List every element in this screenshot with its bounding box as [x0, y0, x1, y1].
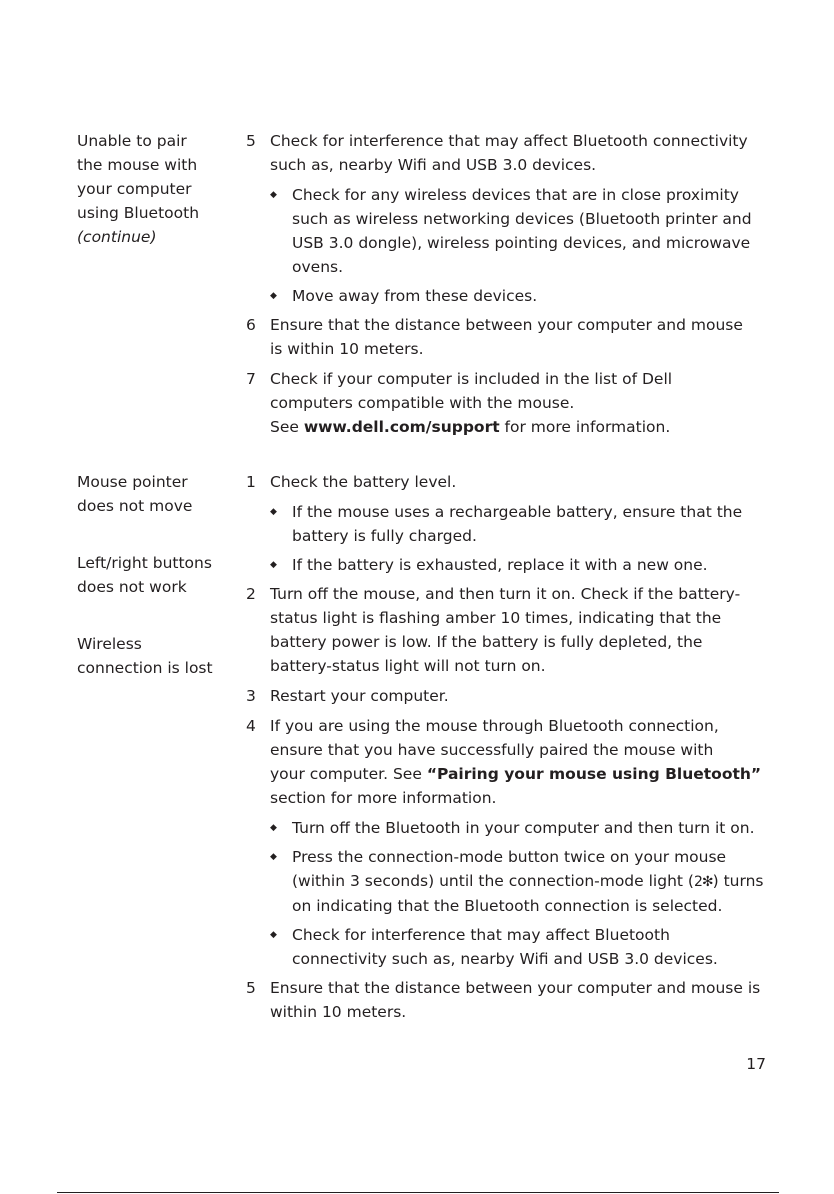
problem-buttons-not-working	[77, 551, 237, 599]
step-line: battery power is low. If the battery is fully depleted, the	[270, 633, 703, 651]
problem-wireless-lost	[77, 632, 237, 680]
step-line: If you are using the mouse through Bluetooth connection,	[270, 717, 719, 735]
bullet-line: Press the connection-mode button twice on your mouse	[292, 848, 727, 866]
solution-step-7	[246, 367, 776, 439]
problem-line: Unable to pair	[77, 132, 187, 150]
problem-line: Mouse pointer	[77, 473, 188, 491]
problem-line: does not move	[77, 497, 193, 515]
bullet-line: Check for any wireless devices that are in close proximity	[292, 186, 739, 204]
page-number: 17	[746, 1055, 766, 1073]
step-number: 5	[246, 979, 256, 997]
step-line: Turn off the mouse, and then turn it on. Check if the battery-	[270, 585, 741, 603]
step-text	[270, 129, 776, 177]
solution-step-3	[246, 684, 776, 708]
problem-line: Left/right buttons	[77, 554, 212, 572]
step-line: battery-status light will not turn on.	[270, 657, 546, 675]
pairing-section-reference: “Pairing your mouse using Bluetooth”	[426, 765, 762, 783]
step-line	[270, 762, 776, 786]
step-number: 5	[246, 132, 256, 150]
step-number: 2	[246, 585, 256, 603]
problem-unable-to-pair	[77, 129, 237, 249]
step-line: within 10 meters.	[270, 1003, 407, 1021]
see-prefix: your computer. See	[270, 765, 427, 783]
footer-divider	[57, 1192, 779, 1193]
step-line: computers compatible with the mouse.	[270, 394, 575, 412]
problem-line: your computer	[77, 180, 192, 198]
step-line: such as, nearby Wifi and USB 3.0 devices.	[270, 156, 597, 174]
bullet-line: ovens.	[292, 258, 344, 276]
bullet-line: Check for interference that may affect Bluetooth	[292, 926, 670, 944]
bullet-item	[246, 845, 776, 918]
step-line: is within 10 meters.	[270, 340, 424, 358]
support-link[interactable]: www.dell.com/support	[303, 418, 500, 436]
problem-line: connection is lost	[77, 659, 213, 677]
step-text	[270, 313, 776, 361]
bullet-line: USB 3.0 dongle), wireless pointing devices, and microwave	[292, 234, 751, 252]
bullet-text: (within 3 seconds) until the connection-mode light (	[292, 872, 694, 890]
diamond-bullet-icon: ◆	[270, 190, 277, 200]
bullet-line: If the battery is exhausted, replace it with a new one.	[292, 556, 708, 574]
step-line: Restart your computer.	[270, 687, 449, 705]
solution-step-6	[246, 313, 776, 361]
step-number: 3	[246, 687, 256, 705]
bullet-line: battery is fully charged.	[292, 527, 477, 545]
step-line: Check for interference that may affect Bluetooth connectivity	[270, 132, 748, 150]
bullet-item	[246, 500, 776, 548]
bullet-item	[246, 553, 776, 577]
solution-step-1	[246, 470, 776, 494]
diamond-bullet-icon: ◆	[270, 560, 277, 570]
bluetooth-connection-light-icon: 2✻	[693, 874, 713, 890]
diamond-bullet-icon: ◆	[270, 823, 277, 833]
step-line: section for more information.	[270, 789, 497, 807]
step-line: status light is flashing amber 10 times, indicating that the	[270, 609, 722, 627]
step-line: ensure that you have successfully paired the mouse with	[270, 741, 714, 759]
step-line	[270, 415, 776, 439]
step-line: Check if your computer is included in the list of Dell	[270, 370, 673, 388]
problem-continue-note: (continue)	[77, 228, 157, 246]
solution-step-4	[246, 714, 776, 810]
bullet-item	[246, 923, 776, 971]
solution-step-5	[246, 129, 776, 177]
diamond-bullet-icon: ◆	[270, 291, 277, 301]
bullet-item	[246, 183, 776, 279]
bullet-line: on indicating that the Bluetooth connection is selected.	[292, 897, 723, 915]
problem-pointer-not-moving	[77, 470, 237, 518]
problem-line: Wireless	[77, 635, 142, 653]
problem-column	[77, 470, 237, 713]
bullet-item	[246, 284, 776, 308]
step-number: 6	[246, 316, 256, 334]
solution-step-2	[246, 582, 776, 678]
bullet-line: Move away from these devices.	[292, 287, 538, 305]
step-line: Check the battery level.	[270, 473, 457, 491]
step-text	[270, 684, 776, 708]
diamond-bullet-icon: ◆	[270, 507, 277, 517]
solution-step-5	[246, 976, 776, 1024]
see-prefix: See	[270, 418, 304, 436]
bullet-text: ) turns	[712, 872, 764, 890]
step-text	[270, 470, 776, 494]
solution-column	[246, 470, 776, 1030]
diamond-bullet-icon: ◆	[270, 852, 277, 862]
problem-line: does not work	[77, 578, 187, 596]
step-text	[270, 367, 776, 439]
bullet-line: Turn off the Bluetooth in your computer and then turn it on.	[292, 819, 755, 837]
bullet-item	[246, 816, 776, 840]
step-number: 4	[246, 717, 256, 735]
step-number: 1	[246, 473, 256, 491]
diamond-bullet-icon: ◆	[270, 930, 277, 940]
step-text	[270, 714, 776, 810]
problem-column	[77, 129, 237, 282]
step-text	[270, 976, 776, 1024]
solution-column	[246, 129, 776, 445]
step-line: Ensure that the distance between your computer and mouse	[270, 316, 743, 334]
see-suffix: for more information.	[499, 418, 671, 436]
bullet-line: such as wireless networking devices (Bluetooth printer and	[292, 210, 752, 228]
step-text	[270, 582, 776, 678]
bullet-line	[292, 869, 776, 894]
bullet-line: connectivity such as, nearby Wifi and USB 3.0 devices.	[292, 950, 718, 968]
bullet-line: If the mouse uses a rechargeable battery, ensure that the	[292, 503, 743, 521]
step-number: 7	[246, 370, 256, 388]
step-line: Ensure that the distance between your computer and mouse is	[270, 979, 761, 997]
problem-line: the mouse with	[77, 156, 198, 174]
problem-line: using Bluetooth	[77, 204, 200, 222]
